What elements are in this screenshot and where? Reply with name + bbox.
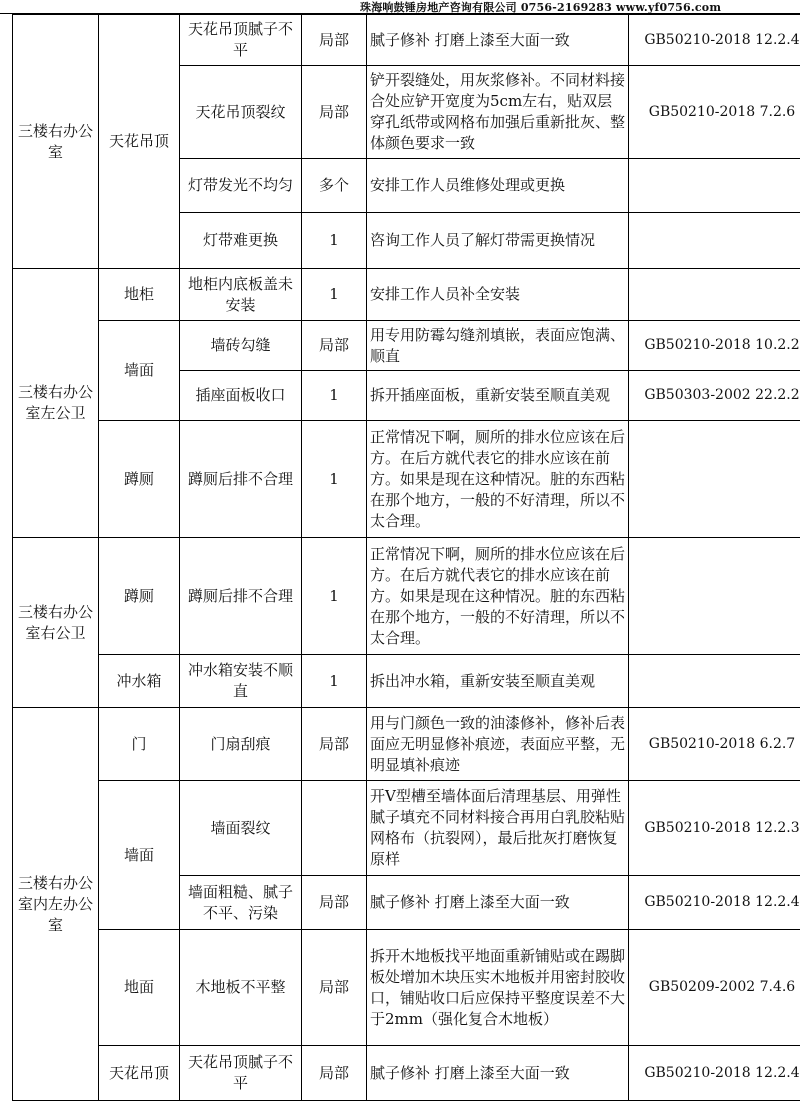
standard-cell: GB50209-2002 7.4.6 bbox=[629, 930, 800, 1046]
quantity-cell: 局部 bbox=[302, 321, 367, 371]
standard-cell: GB50303-2002 22.2.2 bbox=[629, 371, 800, 421]
location-cell: 冲水箱 bbox=[99, 655, 180, 708]
table-row bbox=[13, 930, 800, 1046]
issue-cell: 门扇刮痕 bbox=[180, 708, 302, 781]
remedy-cell: 拆开木地板找平地面重新铺贴或在踢脚板处增加木块压实木地板并用密封胶收口，铺贴收口后应保持平整度误差不大于2mm（强化复合木地板） bbox=[367, 930, 629, 1046]
location-cell: 蹲厕 bbox=[99, 538, 180, 655]
remedy-cell: 安排工作人员维修处理或更换 bbox=[367, 159, 629, 213]
standard-cell: GB50210-2018 12.2.3 bbox=[629, 781, 800, 876]
quantity-cell: 局部 bbox=[302, 876, 367, 930]
quantity-cell: 多个 bbox=[302, 159, 367, 213]
issue-cell: 地柜内底板盖未安装 bbox=[180, 269, 302, 321]
remedy-cell: 腻子修补 打磨上漆至大面一致 bbox=[367, 1046, 629, 1101]
standard-cell bbox=[629, 213, 800, 269]
issue-cell: 灯带难更换 bbox=[180, 213, 302, 269]
quantity-cell: 局部 bbox=[302, 708, 367, 781]
table-row bbox=[13, 15, 800, 66]
standard-cell: GB50210-2018 12.2.4 bbox=[629, 15, 800, 66]
remedy-cell: 安排工作人员补全安装 bbox=[367, 269, 629, 321]
remedy-cell: 咨询工作人员了解灯带需更换情况 bbox=[367, 213, 629, 269]
quantity-cell: 局部 bbox=[302, 1046, 367, 1101]
quantity-cell: 1 bbox=[302, 371, 367, 421]
company-header-text: 珠海响鼓锤房地产咨询有限公司 0756-2169283 www.yf0756.com bbox=[360, 0, 721, 15]
table-row bbox=[13, 421, 800, 538]
quantity-cell: 局部 bbox=[302, 66, 367, 159]
location-cell: 天花吊顶 bbox=[99, 15, 180, 269]
room-cell: 三楼右办公室 bbox=[13, 15, 99, 269]
quantity-cell: 1 bbox=[302, 655, 367, 708]
standard-cell: GB50210-2018 10.2.2 bbox=[629, 321, 800, 371]
remedy-cell: 正常情况下啊，厕所的排水位应该在后方。在后方就代表它的排水应该在前方。如果是现在这种情况。脏的东西粘在那个地方，一般的不好清理，所以不太合理。 bbox=[367, 421, 629, 538]
quantity-cell: 局部 bbox=[302, 15, 367, 66]
remedy-cell: 腻子修补 打磨上漆至大面一致 bbox=[367, 15, 629, 66]
standard-cell bbox=[629, 421, 800, 538]
issue-cell: 天花吊顶腻子不平 bbox=[180, 1046, 302, 1101]
remedy-cell: 拆出冲水箱，重新安装至顺直美观 bbox=[367, 655, 629, 708]
inspection-table bbox=[12, 14, 800, 1101]
issue-cell: 蹲厕后排不合理 bbox=[180, 421, 302, 538]
table-row bbox=[13, 321, 800, 371]
quantity-cell bbox=[302, 781, 367, 876]
remedy-cell: 铲开裂缝处，用灰浆修补。不同材料接合处应铲开宽度为5cm左右，贴双层穿孔纸带或网格布加强后重新批灰、整体颜色要求一致 bbox=[367, 66, 629, 159]
issue-cell: 冲水箱安装不顺直 bbox=[180, 655, 302, 708]
location-cell: 蹲厕 bbox=[99, 421, 180, 538]
issue-cell: 天花吊顶腻子不平 bbox=[180, 15, 302, 66]
issue-cell: 天花吊顶裂纹 bbox=[180, 66, 302, 159]
remedy-cell: 用专用防霉勾缝剂填嵌，表面应饱满、顺直 bbox=[367, 321, 629, 371]
remedy-cell: 拆开插座面板，重新安装至顺直美观 bbox=[367, 371, 629, 421]
location-cell: 天花吊顶 bbox=[99, 1046, 180, 1101]
standard-cell bbox=[629, 159, 800, 213]
location-cell: 地柜 bbox=[99, 269, 180, 321]
issue-cell: 墙面粗糙、腻子不平、污染 bbox=[180, 876, 302, 930]
quantity-cell: 局部 bbox=[302, 930, 367, 1046]
location-cell: 地面 bbox=[99, 930, 180, 1046]
remedy-cell: 正常情况下啊，厕所的排水位应该在后方。在后方就代表它的排水应该在前方。如果是现在这种情况。脏的东西粘在那个地方，一般的不好清理，所以不太合理。 bbox=[367, 538, 629, 655]
table-row bbox=[13, 781, 800, 876]
issue-cell: 墙面裂纹 bbox=[180, 781, 302, 876]
standard-cell bbox=[629, 269, 800, 321]
table-row bbox=[13, 655, 800, 708]
quantity-cell: 1 bbox=[302, 269, 367, 321]
issue-cell: 木地板不平整 bbox=[180, 930, 302, 1046]
standard-cell bbox=[629, 655, 800, 708]
table-row bbox=[13, 708, 800, 781]
standard-cell: GB50210-2018 12.2.4 bbox=[629, 1046, 800, 1101]
room-cell: 三楼右办公室右公卫 bbox=[13, 538, 99, 708]
table-row bbox=[13, 1046, 800, 1101]
standard-cell: GB50210-2018 6.2.7 bbox=[629, 708, 800, 781]
standard-cell: GB50210-2018 7.2.6 bbox=[629, 66, 800, 159]
remedy-cell: 开V型槽至墙体面后清理基层、用弹性腻子填充不同材料接合再用白乳胶粘贴网格布（抗裂网），最后批灰打磨恢复原样 bbox=[367, 781, 629, 876]
standard-cell: GB50210-2018 12.2.4 bbox=[629, 876, 800, 930]
room-cell: 三楼右办公室左公卫 bbox=[13, 269, 99, 538]
page-header bbox=[0, 0, 800, 14]
table-row bbox=[13, 538, 800, 655]
remedy-cell: 用与门颜色一致的油漆修补，修补后表面应无明显修补痕迹，表面应平整，无明显填补痕迹 bbox=[367, 708, 629, 781]
issue-cell: 插座面板收口 bbox=[180, 371, 302, 421]
standard-cell bbox=[629, 538, 800, 655]
table-row bbox=[13, 269, 800, 321]
room-cell: 三楼右办公室内左办公室 bbox=[13, 708, 99, 1101]
remedy-cell: 腻子修补 打磨上漆至大面一致 bbox=[367, 876, 629, 930]
quantity-cell: 1 bbox=[302, 421, 367, 538]
quantity-cell: 1 bbox=[302, 538, 367, 655]
quantity-cell: 1 bbox=[302, 213, 367, 269]
location-cell: 墙面 bbox=[99, 321, 180, 421]
issue-cell: 墙砖勾缝 bbox=[180, 321, 302, 371]
issue-cell: 灯带发光不均匀 bbox=[180, 159, 302, 213]
location-cell: 墙面 bbox=[99, 781, 180, 930]
location-cell: 门 bbox=[99, 708, 180, 781]
issue-cell: 蹲厕后排不合理 bbox=[180, 538, 302, 655]
